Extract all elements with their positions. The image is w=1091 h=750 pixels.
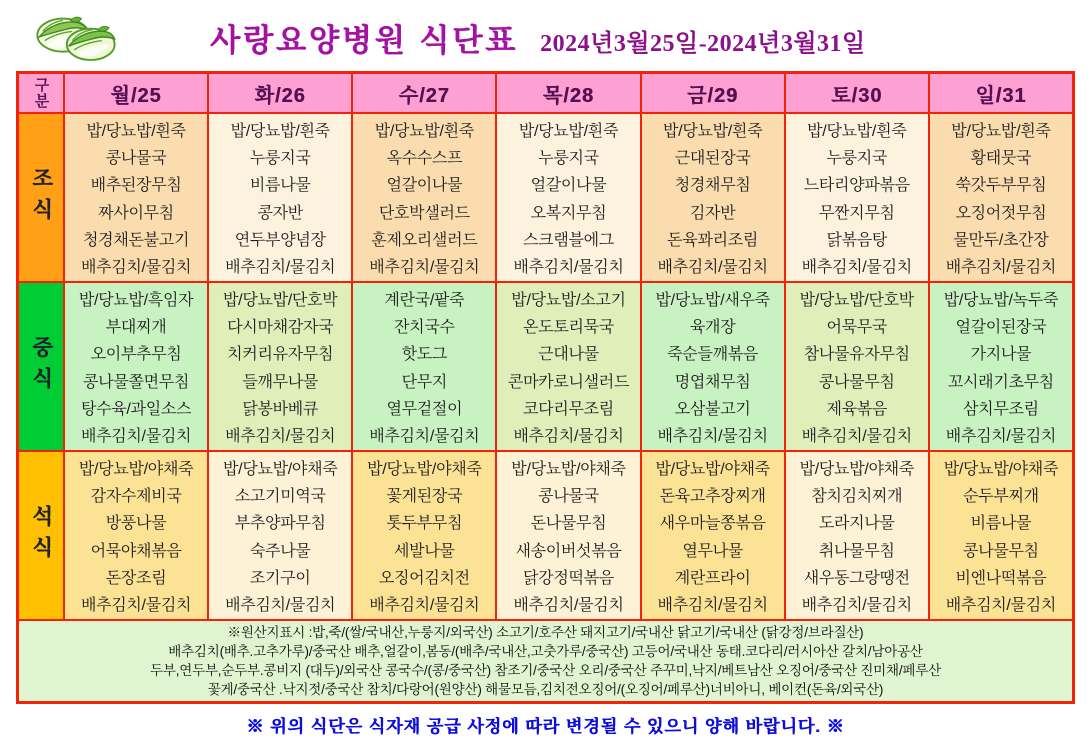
menu-item: 밥/당뇨밥/흰죽 bbox=[518, 123, 619, 141]
menu-item: 밥/당뇨밥/야채죽 bbox=[223, 461, 338, 479]
menu-item: 연두부양념장 bbox=[234, 231, 326, 249]
menu-item: 배추김치/물김치 bbox=[513, 596, 624, 614]
menu-item: 돈육꽈리조림 bbox=[667, 231, 759, 249]
menu-item: 콩자반 bbox=[257, 204, 303, 222]
menu-cell-lunch-1 bbox=[209, 283, 351, 450]
menu-item: 밥/당뇨밥/흰죽 bbox=[807, 123, 907, 141]
menu-item: 탕수육/과일소스 bbox=[80, 400, 192, 418]
menu-item: 배추김치/물김치 bbox=[945, 427, 1057, 445]
menu-item: 가지나물 bbox=[970, 346, 1032, 364]
menu-item: 부추양파무침 bbox=[234, 515, 326, 533]
menu-item: 돈장조림 bbox=[105, 569, 167, 587]
menu-cell-breakfast-1 bbox=[209, 114, 351, 281]
menu-item: 조기구이 bbox=[249, 569, 311, 587]
menu-item: 단호박샐러드 bbox=[378, 204, 470, 222]
menu-cell-dinner-5 bbox=[786, 452, 928, 619]
menu-item: 누룽지국 bbox=[538, 150, 599, 168]
menu-item: 어묵무국 bbox=[826, 319, 888, 337]
menu-item: 소고기미역국 bbox=[234, 488, 326, 506]
menu-item: 밥/당뇨밥/소고기 bbox=[511, 292, 626, 310]
menu-item: 콩나물국 bbox=[538, 488, 599, 506]
menu-item: 밥/당뇨밥/흑임자 bbox=[78, 292, 194, 310]
menu-item: 방풍나물 bbox=[105, 515, 167, 533]
menu-item: 김자반 bbox=[689, 204, 736, 222]
menu-item: 배추김치/물김치 bbox=[225, 596, 336, 614]
menu-item: 오징어젓무침 bbox=[955, 204, 1047, 222]
day-header-2: 수/27 bbox=[353, 74, 495, 112]
menu-cell-lunch-2 bbox=[353, 283, 495, 450]
menu-item: 밥/당뇨밥/야채죽 bbox=[78, 461, 194, 479]
page-title: 사랑요양병원 식단표 bbox=[210, 22, 519, 58]
origin-line: 꽃게/중국산 .낙지젓/중국산 참치/다랑어(원양산) 해물모듬,김치전오징어/(오징어/페루산)너비아니, 베이컨(돈육/외국산) bbox=[207, 682, 884, 697]
menu-item: 숙주나물 bbox=[249, 542, 311, 560]
day-header-6: 일/31 bbox=[930, 74, 1072, 112]
menu-cell-lunch-6 bbox=[930, 283, 1072, 450]
corner-label: 구분 bbox=[19, 74, 63, 112]
day-header-3: 목/28 bbox=[497, 74, 639, 112]
menu-item: 밥/당뇨밥/흰죽 bbox=[374, 123, 474, 141]
menu-item: 배추김치/물김치 bbox=[80, 596, 192, 614]
menu-item: 밥/당뇨밥/흰죽 bbox=[951, 123, 1051, 141]
menu-item: 황태뭇국 bbox=[970, 150, 1032, 168]
menu-cell-dinner-2 bbox=[353, 452, 495, 619]
menu-item: 밥/당뇨밥/흰죽 bbox=[230, 123, 330, 141]
menu-item: 제육볶음 bbox=[826, 400, 888, 418]
menu-item: 코다리무조림 bbox=[523, 400, 614, 418]
menu-item: 단무지 bbox=[401, 373, 448, 391]
menu-cell-lunch-0 bbox=[65, 283, 207, 450]
menu-item: 오복지무침 bbox=[530, 204, 607, 222]
day-header-4: 금/29 bbox=[642, 74, 784, 112]
menu-item: 밥/당뇨밥/야채죽 bbox=[943, 461, 1059, 479]
menu-item: 얼갈이된장국 bbox=[955, 319, 1047, 337]
menu-cell-breakfast-3 bbox=[497, 114, 639, 281]
menu-item: 배추김치/물김치 bbox=[369, 596, 480, 614]
menu-item: 오삼불고기 bbox=[674, 400, 751, 418]
menu-item: 밥/당뇨밥/야채죽 bbox=[799, 461, 914, 479]
origin-notice bbox=[19, 621, 1072, 701]
menu-cell-breakfast-5 bbox=[786, 114, 928, 281]
menu-item: 밥/당뇨밥/흰죽 bbox=[663, 123, 763, 141]
menu-item: 밥/당뇨밥/단호박 bbox=[223, 292, 338, 310]
menu-item: 핫도그 bbox=[401, 346, 448, 364]
menu-item: 밥/당뇨밥/야채죽 bbox=[511, 461, 626, 479]
menu-item: 밥/당뇨밥/새우죽 bbox=[655, 292, 770, 310]
menu-item: 세발나물 bbox=[394, 542, 455, 560]
menu-item: 누룽지국 bbox=[826, 150, 888, 168]
menu-item: 얼갈이나물 bbox=[386, 177, 463, 195]
menu-item: 훈제오리샐러드 bbox=[371, 231, 478, 249]
menu-item: 밥/당뇨밥/단호박 bbox=[799, 292, 914, 310]
menu-item: 어묵야채볶음 bbox=[90, 542, 182, 560]
menu-cell-breakfast-2 bbox=[353, 114, 495, 281]
menu-item: 누룽지국 bbox=[249, 150, 311, 168]
menu-item: 배추김치/물김치 bbox=[369, 258, 480, 276]
menu-item: 새송이버섯볶음 bbox=[515, 542, 622, 560]
cabbage-icon bbox=[30, 7, 122, 67]
menu-item: 감자수제비국 bbox=[90, 488, 182, 506]
menu-cell-lunch-3 bbox=[497, 283, 639, 450]
menu-item: 배추김치/물김치 bbox=[945, 596, 1057, 614]
menu-item: 육개장 bbox=[689, 319, 736, 337]
menu-item: 배추김치/물김치 bbox=[657, 258, 768, 276]
menu-item: 닭볶음탕 bbox=[826, 231, 888, 249]
menu-item: 짜사이무침 bbox=[98, 204, 174, 222]
meal-label-breakfast: 조식 bbox=[19, 114, 63, 281]
menu-item: 참치김치찌개 bbox=[811, 488, 903, 506]
menu-item: 근대나물 bbox=[538, 346, 599, 364]
menu-item: 콩나물무침 bbox=[818, 373, 895, 391]
menu-item: 계란국/팥죽 bbox=[384, 292, 465, 310]
day-header-0: 월/25 bbox=[65, 74, 207, 112]
menu-item: 콩나물쫄면무침 bbox=[83, 373, 190, 391]
menu-item: 콩나물무침 bbox=[963, 542, 1039, 560]
menu-item: 쑥갓두부무침 bbox=[955, 177, 1047, 195]
menu-item: 느타리양파볶음 bbox=[803, 177, 910, 195]
menu-item: 참나물유자무침 bbox=[803, 346, 910, 364]
menu-item: 들깨무나물 bbox=[242, 373, 319, 391]
origin-line: 배추김치(배추.고추가루)/중국산 배추,얼갈이,봄동/(배추/국내산,고춧가루/중국산) 고등어/국내산 동태.코다리/러시아산 갈치/남아공산 bbox=[168, 644, 923, 659]
menu-item: 죽순들깨볶음 bbox=[667, 346, 759, 364]
menu-item: 밥/당뇨밥/흰죽 bbox=[86, 123, 186, 141]
menu-item: 닭강정떡볶음 bbox=[523, 569, 614, 587]
menu-item: 꼬시래기초무침 bbox=[947, 373, 1054, 391]
menu-cell-dinner-0 bbox=[65, 452, 207, 619]
menu-item: 얼갈이나물 bbox=[530, 177, 607, 195]
menu-item: 배추김치/물김치 bbox=[513, 427, 624, 445]
menu-item: 열무겉절이 bbox=[386, 400, 463, 418]
menu-item: 배추김치/물김치 bbox=[801, 596, 912, 614]
menu-item: 청경채무침 bbox=[674, 177, 751, 195]
menu-cell-dinner-6 bbox=[930, 452, 1072, 619]
menu-cell-dinner-4 bbox=[642, 452, 784, 619]
meal-label-dinner: 석식 bbox=[19, 452, 63, 619]
day-header-5: 토/30 bbox=[786, 74, 928, 112]
menu-item: 배추김치/물김치 bbox=[657, 596, 768, 614]
menu-item: 배추김치/물김치 bbox=[801, 258, 912, 276]
menu-item: 도라지나물 bbox=[818, 515, 895, 533]
menu-item: 새우동그랑땡전 bbox=[803, 569, 910, 587]
menu-item: 오징어김치전 bbox=[378, 569, 470, 587]
menu-cell-dinner-1 bbox=[209, 452, 351, 619]
menu-item: 무짠지무침 bbox=[818, 204, 895, 222]
menu-item: 배추김치/물김치 bbox=[801, 427, 912, 445]
change-notice: ※ 위의 식단은 식자재 공급 사정에 따라 변경될 수 있으니 양해 바랍니다. ※ bbox=[246, 717, 845, 736]
menu-item: 오이부추무침 bbox=[90, 346, 182, 364]
menu-cell-lunch-4 bbox=[642, 283, 784, 450]
menu-item: 배추김치/물김치 bbox=[225, 258, 336, 276]
menu-item: 비름나물 bbox=[249, 177, 311, 195]
menu-item: 톳두부무침 bbox=[386, 515, 463, 533]
menu-item: 밥/당뇨밥/야채죽 bbox=[655, 461, 770, 479]
menu-item: 배추김치/물김치 bbox=[225, 427, 336, 445]
meal-plan-table bbox=[16, 71, 1075, 704]
menu-item: 치커리유자무침 bbox=[227, 346, 334, 364]
day-header-1: 화/26 bbox=[209, 74, 351, 112]
menu-item: 배추김치/물김치 bbox=[369, 427, 480, 445]
menu-cell-dinner-3 bbox=[497, 452, 639, 619]
menu-item: 청경채돈불고기 bbox=[83, 231, 190, 249]
menu-cell-breakfast-4 bbox=[642, 114, 784, 281]
menu-cell-breakfast-0 bbox=[65, 114, 207, 281]
menu-item: 순두부찌개 bbox=[963, 488, 1039, 506]
menu-item: 배추된장무침 bbox=[90, 177, 182, 195]
menu-item: 밥/당뇨밥/야채죽 bbox=[367, 461, 482, 479]
menu-item: 배추김치/물김치 bbox=[80, 427, 192, 445]
menu-item: 잔치국수 bbox=[394, 319, 455, 337]
menu-item: 계란프라이 bbox=[674, 569, 751, 587]
menu-item: 비름나물 bbox=[970, 515, 1032, 533]
origin-line: ※원산지표시 :밥,죽/(쌀/국내산,누룽지/외국산) 소고기/호주산 돼지고기/국내산 닭고기/국내산 (닭강정/브라질산) bbox=[227, 625, 864, 640]
menu-item: 닭봉바베큐 bbox=[242, 400, 319, 418]
menu-item: 다시마채감자국 bbox=[227, 319, 334, 337]
menu-item: 콩나물국 bbox=[105, 150, 167, 168]
menu-item: 돈육고추장찌개 bbox=[659, 488, 766, 506]
title-bar bbox=[16, 6, 1076, 68]
menu-item: 부대찌개 bbox=[105, 319, 167, 337]
menu-item: 취나물무침 bbox=[818, 542, 895, 560]
menu-item: 근대된장국 bbox=[674, 150, 751, 168]
origin-line: 두부,연두부,순두부.콩비지 (대두)/외국산 콩국수/(콩/중국산) 참조기/중국산 오리/중국산 주꾸미,낙지/베트남산 오징어/중국산 진미채/페루산 bbox=[150, 663, 941, 678]
menu-item: 꽃게된장국 bbox=[386, 488, 463, 506]
menu-item: 새우마늘쫑볶음 bbox=[659, 515, 766, 533]
date-range: 2024년3월25일-2024년3월31일 bbox=[540, 30, 866, 57]
menu-item: 콘마카로니샐러드 bbox=[507, 373, 630, 391]
meal-label-lunch: 중식 bbox=[19, 283, 63, 450]
menu-item: 배추김치/물김치 bbox=[80, 258, 192, 276]
menu-cell-lunch-5 bbox=[786, 283, 928, 450]
menu-item: 배추김치/물김치 bbox=[945, 258, 1057, 276]
menu-item: 온도토리묵국 bbox=[523, 319, 614, 337]
menu-cell-breakfast-6 bbox=[930, 114, 1072, 281]
menu-item: 옥수수스프 bbox=[386, 150, 463, 168]
menu-item: 밥/당뇨밥/녹두죽 bbox=[943, 292, 1059, 310]
menu-item: 스크램블에그 bbox=[523, 231, 614, 249]
menu-item: 돈나물무침 bbox=[530, 515, 607, 533]
menu-item: 배추김치/물김치 bbox=[513, 258, 624, 276]
menu-item: 삼치무조림 bbox=[963, 400, 1039, 418]
menu-item: 비엔나떡볶음 bbox=[955, 569, 1047, 587]
menu-item: 명엽채무침 bbox=[674, 373, 751, 391]
menu-item: 물만두/초간장 bbox=[953, 231, 1049, 249]
menu-item: 배추김치/물김치 bbox=[657, 427, 768, 445]
menu-item: 열무나물 bbox=[682, 542, 743, 560]
